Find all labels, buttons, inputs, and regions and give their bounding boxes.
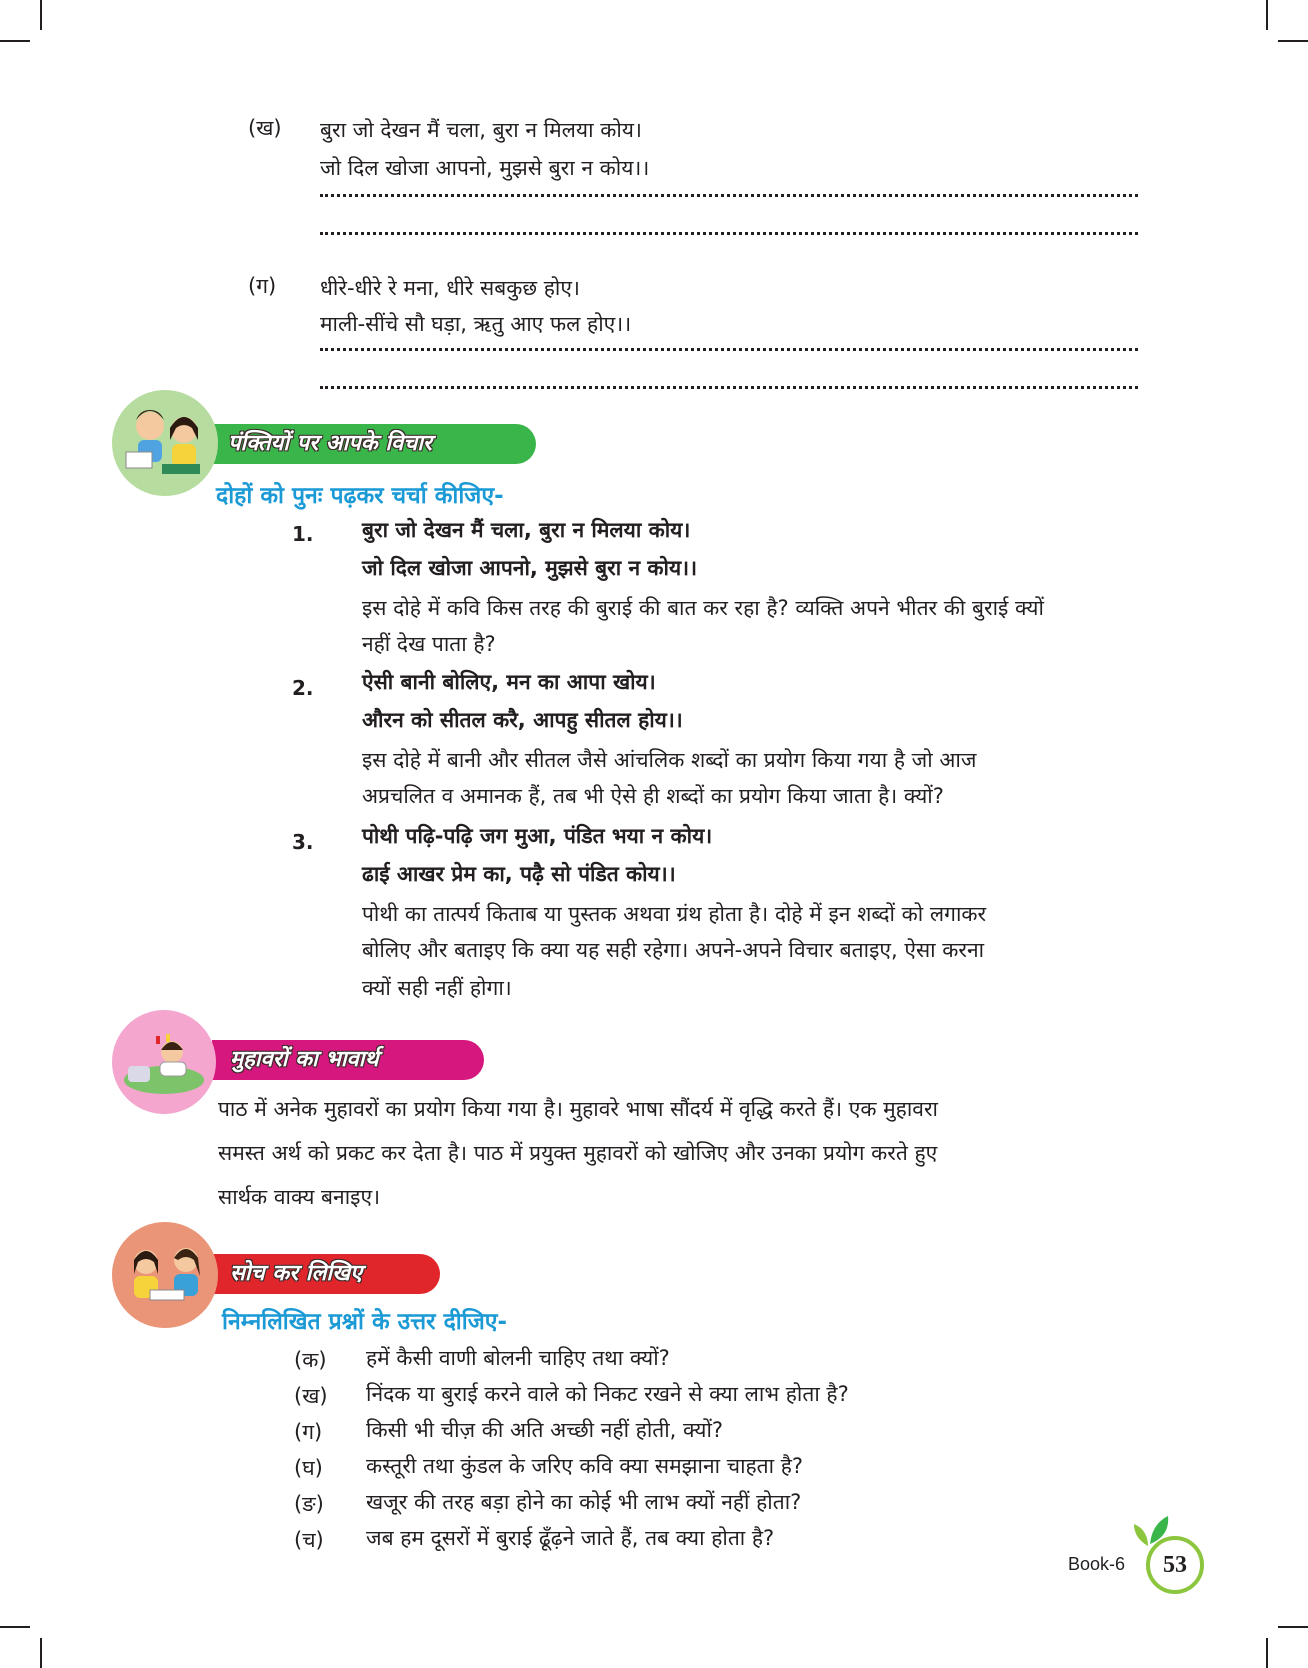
question-text: इस दोहे में बानी और सीतल जैसे आंचलिक शब्दों का प्रयोग किया गया है जो आज (362, 748, 977, 772)
section-banner: सोच कर लिखिए (212, 1254, 440, 1294)
question-label: (घ) (294, 1456, 323, 1480)
paragraph-line: पाठ में अनेक मुहावरों का प्रयोग किया गया है। मुहावरे भाषा सौंदर्य में वृद्धि करते हैं। एक मुहावरा (218, 1097, 938, 1121)
doha-line: ऐसी बानी बोलिए, मन का आपा खोय। (362, 670, 656, 694)
item-label: (ख) (248, 116, 282, 140)
doha-line: जो दिल खोजा आपनो, मुझसे बुरा न कोय।। (320, 156, 650, 180)
item-label: (ग) (248, 274, 277, 298)
doha-line: बुरा जो देखन मैं चला, बुरा न मिलया कोय। (362, 518, 691, 542)
crop-mark (1278, 40, 1308, 42)
section-subhead: निम्नलिखित प्रश्नों के उत्तर दीजिए- (222, 1309, 508, 1335)
question-text: इस दोहे में कवि किस तरह की बुराई की बात कर रहा है? व्यक्ति अपने भीतर की बुराई क्यों (362, 596, 1044, 620)
section-banner: मुहावरों का भावार्थ (212, 1040, 484, 1080)
question-text: कस्तूरी तथा कुंडल के जरिए कवि क्या समझाना चाहता है? (366, 1454, 804, 1478)
doha-line: औरन को सीतल करै, आपहु सीतल होय।। (362, 708, 683, 732)
question-text: क्यों सही नहीं होगा। (362, 976, 512, 1000)
book-label: Book-6 (1068, 1554, 1126, 1574)
doha-line: पोथी पढ़ि-पढ़ि जग मुआ, पंडित भया न कोय। (362, 824, 713, 848)
crop-mark (0, 40, 30, 42)
question-text: अप्रचलित व अमानक हैं, तब भी ऐसे ही शब्दों का प्रयोग किया जाता है। क्यों? (362, 784, 944, 808)
item-number: 1. (292, 522, 314, 546)
question-text: जब हम दूसरों में बुराई ढूँढ़ने जाते हैं, तब क्या होता है? (366, 1526, 775, 1550)
paragraph-line: समस्त अर्थ को प्रकट कर देता है। पाठ में प्रयुक्त मुहावरों को खोजिए और उनका प्रयोग करते हुए (218, 1141, 938, 1165)
section-banner: पंक्तियों पर आपके विचार (210, 424, 536, 464)
question-text: खजूर की तरह बड़ा होने का कोई भी लाभ क्यों नहीं होता? (366, 1490, 802, 1514)
page-number: 53 (1146, 1536, 1204, 1594)
crop-mark (40, 1638, 42, 1668)
leaf-icon (1130, 1512, 1170, 1548)
doha-line: जो दिल खोजा आपनो, मुझसे बुरा न कोय।। (362, 556, 698, 580)
item-number: 3. (292, 830, 314, 854)
crop-mark (0, 1626, 30, 1628)
question-text: निंदक या बुराई करने वाले को निकट रखने से क्या लाभ होता है? (366, 1382, 849, 1406)
question-label: (क) (294, 1348, 327, 1372)
paragraph-line: सार्थक वाक्य बनाइए। (218, 1185, 381, 1209)
question-text: पोथी का तात्पर्य किताब या पुस्तक अथवा ग्रंथ होता है। दोहे में इन शब्दों को लगाकर (362, 902, 987, 926)
doha-line: बुरा जो देखन मैं चला, बुरा न मिलया कोय। (320, 118, 642, 142)
item-number: 2. (292, 676, 314, 700)
crop-mark (1266, 0, 1268, 30)
crop-mark (1278, 1626, 1308, 1628)
doha-line: ढाई आखर प्रेम का, पढ़ै सो पंडित कोय।। (362, 862, 676, 886)
question-text: नहीं देख पाता है? (362, 632, 496, 656)
answer-line[interactable] (320, 194, 1138, 197)
question-text: किसी भी चीज़ की अति अच्छी नहीं होती, क्यों? (366, 1418, 724, 1442)
question-label: (च) (294, 1528, 324, 1552)
doha-line: धीरे-धीरे रे मना, धीरे सबकुछ होए। (320, 276, 580, 300)
question-label: (ग) (294, 1420, 323, 1444)
question-text: हमें कैसी वाणी बोलनी चाहिए तथा क्यों? (366, 1346, 670, 1370)
section-subhead: दोहों को पुनः पढ़कर चर्चा कीजिए- (216, 483, 504, 509)
question-text: बोलिए और बताइए कि क्या यह सही रहेगा। अपने-अपने विचार बताइए, ऐसा करना (362, 938, 985, 962)
answer-line[interactable] (320, 386, 1138, 389)
crop-mark (40, 0, 42, 30)
question-label: (ख) (294, 1384, 328, 1408)
children-reading-icon (112, 390, 218, 496)
question-label: (ङ) (294, 1492, 324, 1516)
doha-line: माली-सींचे सौ घड़ा, ऋतु आए फल होए।। (320, 312, 632, 336)
answer-line[interactable] (320, 348, 1138, 351)
children-writing-icon (112, 1222, 218, 1328)
answer-line[interactable] (320, 232, 1138, 235)
crop-mark (1266, 1638, 1268, 1668)
children-playing-icon (112, 1010, 216, 1114)
